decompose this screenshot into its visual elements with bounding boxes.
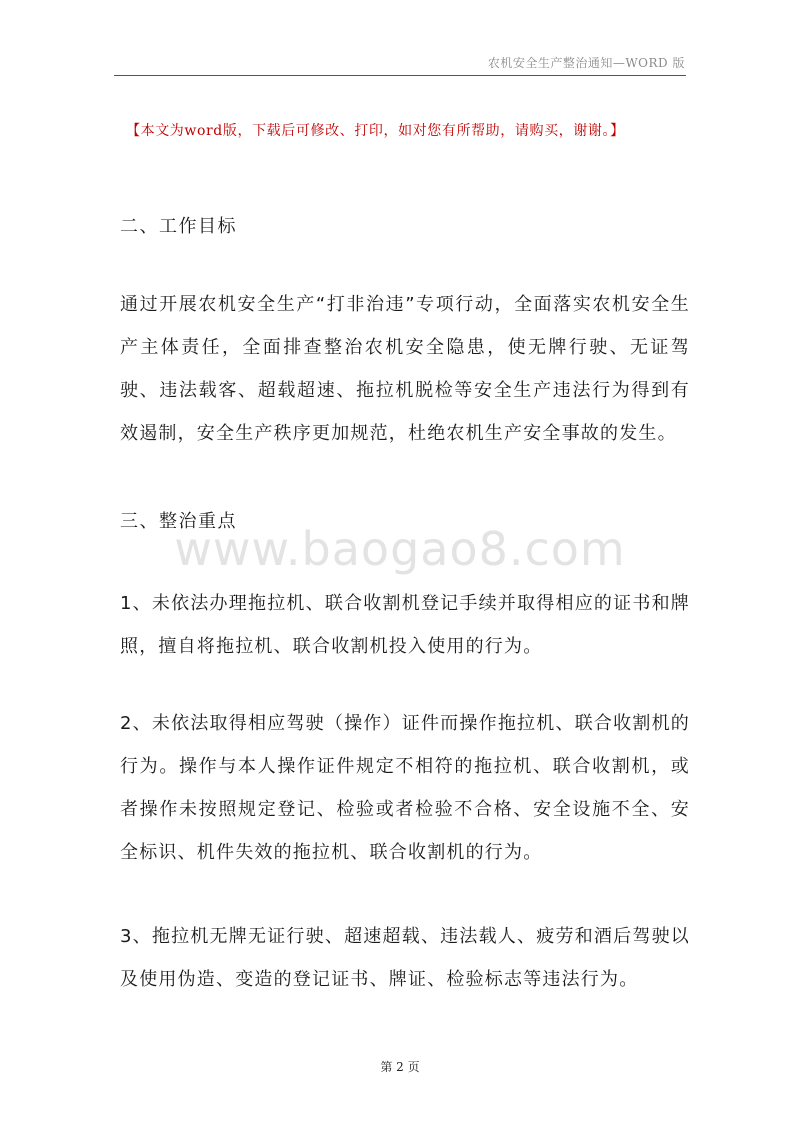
focus-item-1: 1、未依法办理拖拉机、联合收割机登记手续并取得相应的证书和牌照，擅自将拖拉机、联合收割机投入使用的行为。 <box>120 593 690 657</box>
purchase-notice: 【本文为word版，下载后可修改、打印，如对您有所帮助，请购买，谢谢。】 <box>126 123 625 139</box>
document-header-title: 农机安全生产整治通知—WORD 版 <box>487 56 685 70</box>
watermark: www.baogao8.com <box>174 522 626 576</box>
goals-paragraph: 通过开展农机安全生产“打非治违”专项行动，全面落实农机安全生产主体责任，全面排查整治农机安全隐患，使无牌行驶、无证驾驶、违法载客、超载超速、拖拉机脱检等安全生产违法行为得到有效遏制，安全生产秩序更加规范，杜绝农机生产安全事故的发生。 <box>120 294 690 444</box>
section-heading-goals: 二、工作目标 <box>120 216 237 237</box>
header-divider <box>114 75 686 76</box>
focus-item-3: 3、拖拉机无牌无证行驶、超速超载、违法载人、疲劳和酒后驾驶以及使用伪造、变造的登记证书、牌证、检验标志等违法行为。 <box>120 926 690 990</box>
page-number: 第 2 页 <box>380 1060 420 1074</box>
focus-item-2: 2、未依法取得相应驾驶（操作）证件而操作拖拉机、联合收割机的行为。操作与本人操作证件规定不相符的拖拉机、联合收割机，或者操作未按照规定登记、检验或者检验不合格、安全设施不全、安全标识、机件失效的拖拉机、联合收割机的行为。 <box>120 713 690 863</box>
section-heading-focus: 三、整治重点 <box>120 511 237 532</box>
